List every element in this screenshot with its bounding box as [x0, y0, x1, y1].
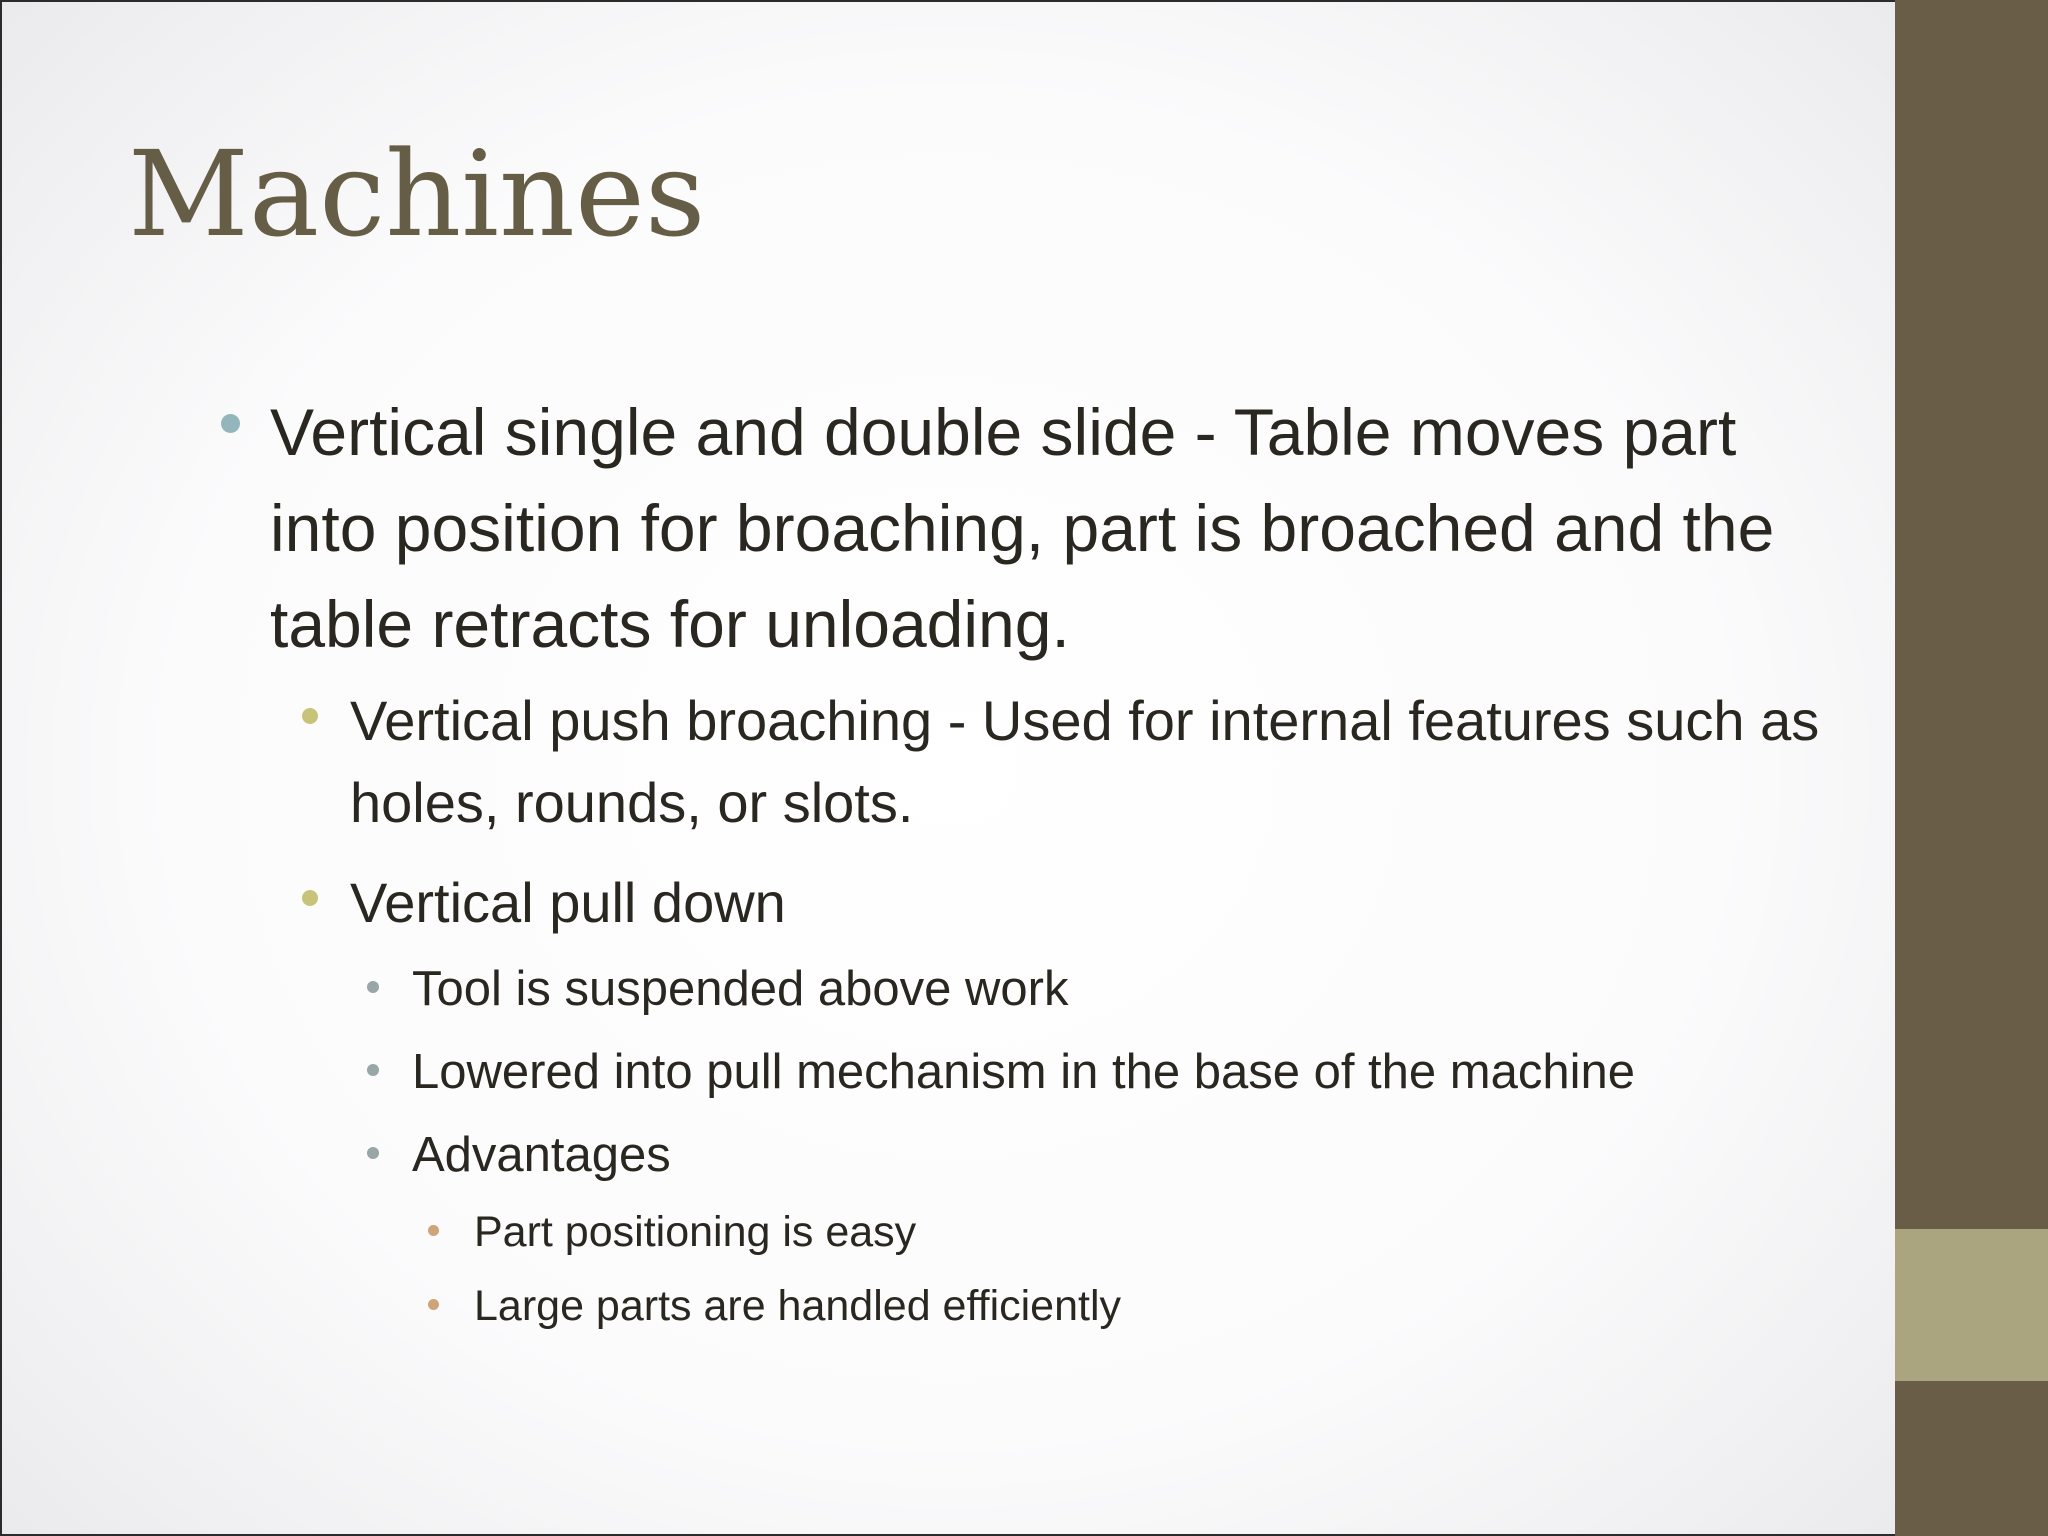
- bullet-dot-icon: [428, 1299, 439, 1310]
- bullet-item-level-3: [412, 1122, 1832, 1188]
- sidebar-accent-block: [1895, 1229, 2048, 1381]
- bullet-item-level-4: [474, 1202, 1834, 1262]
- bullet-item-level-3: [412, 956, 1832, 1022]
- bullet-item-level-2: [350, 862, 1850, 944]
- bullet-list: [2, 2, 1897, 1536]
- bullet-item-level-4: [474, 1276, 1834, 1336]
- bullet-dot-icon: [367, 981, 379, 993]
- bullet-text: Vertical single and double slide - Table moves part into position for broaching, part is broached and the table retracts for unloading.: [270, 395, 1775, 661]
- bullet-text: Part positioning is easy: [474, 1208, 917, 1256]
- bullet-dot-icon: [428, 1225, 439, 1236]
- bullet-dot-icon: [367, 1147, 379, 1159]
- bullet-text: Lowered into pull mechanism in the base of the machine: [412, 1045, 1635, 1099]
- bullet-dot-icon: [221, 414, 240, 433]
- bullet-text: Large parts are handled efficiently: [474, 1282, 1122, 1330]
- bullet-item-level-3: [412, 1039, 1832, 1105]
- bullet-dot-icon: [367, 1064, 379, 1076]
- bullet-text: Vertical push broaching - Used for internal features such as holes, rounds, or slots.: [350, 689, 1820, 834]
- bullet-text: Advantages: [412, 1128, 671, 1182]
- slide-title: Machines: [128, 125, 706, 263]
- bullet-text: Vertical pull down: [350, 871, 786, 934]
- bullet-dot-icon: [302, 708, 318, 724]
- bullet-item-level-2: [350, 680, 1850, 844]
- bullet-text: Tool is suspended above work: [412, 962, 1069, 1016]
- bullet-item-level-1: [270, 384, 1830, 672]
- bullet-dot-icon: [302, 890, 318, 906]
